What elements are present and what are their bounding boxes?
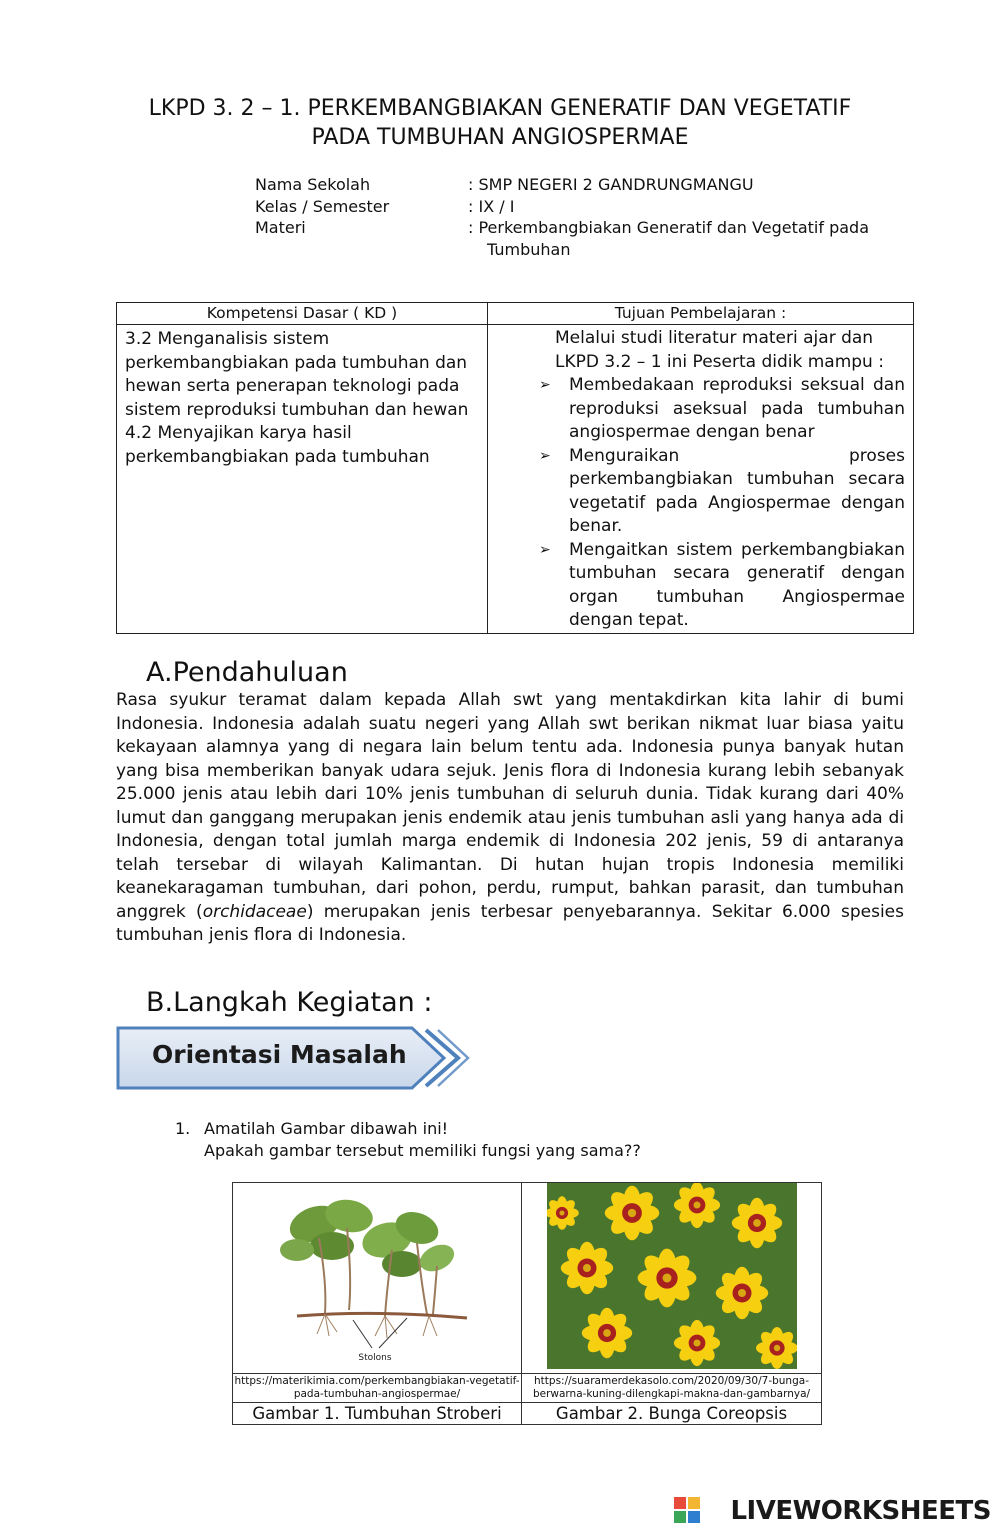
info-value-school: : SMP NEGERI 2 GANDRUNGMANGU [468,175,754,194]
title-line-1: LKPD 3. 2 – 1. PERKEMBANGBIAKAN GENERATIF DAN VEGETATIF [148,96,852,121]
arrow-bullet-icon: ➢ [539,541,551,558]
paragraph-line: lumut dan ganggang merupakan jenis endemik atau jenis tumbuhan asli yang hanya ada di [116,807,904,828]
title-line-2: PADA TUMBUHAN ANGIOSPERMAE [311,125,689,150]
tp-cell [488,325,914,634]
tp-intro-line: Melalui studi literatur materi ajar dan [555,328,874,348]
info-value-material: : Perkembangbiakan Generatif dan Vegetatif pada [468,218,869,237]
question-line-1: Amatilah Gambar dibawah ini! [204,1119,449,1138]
kd-line: perkembangbiakan pada tumbuhan dan [125,352,468,373]
goal-item [488,374,913,445]
competency-table [116,302,914,634]
info-label-class: Kelas / Semester [255,197,390,216]
paragraph-line: Indonesia, dengan total jumlah marga endemik di Indonesia 202 jenis, 59 di antaranya [116,831,904,851]
header-kd: Kompetensi Dasar ( KD ) [117,303,488,325]
coreopsis-flower [673,1320,719,1366]
goal-text: Membedakaan reproduksi seksual dan reproduksi aseksual pada tumbuhan angiospermae dengan benar [569,375,905,442]
coreopsis-flowers-image [547,1183,797,1369]
paragraph-line: tumbuhan jenis flora di Indonesia. [116,925,407,945]
coreopsis-flower [581,1308,631,1358]
info-value-class: : IX / I [468,197,515,216]
liveworksheets-brand: LIVEWORKSHEETS [730,1496,991,1526]
italic-term: orchidaceae [202,901,307,922]
section-b-heading [146,986,432,1020]
line-text: ) merupakan jenis terbesar penyebarannya. Sekitar 6.000 spesies [306,901,904,922]
coreopsis-flower [604,1186,659,1241]
arrow-bullet-icon: ➢ [539,447,551,464]
coreopsis-flower [560,1242,613,1295]
stolon-pointer-line [379,1318,407,1348]
question-line-2: Apakah gambar tersebut memiliki fungsi yang sama?? [204,1141,641,1160]
goal-text: Mengaitkan sistem perkembangbiakan tumbuhan secara generatif dengan organ tumbuhan Angiospermae dengan tepat. [569,539,905,630]
stolons-label: Stolons [358,1353,392,1363]
figure-2-caption: Gambar 2. Bunga Coreopsis [522,1403,822,1425]
figure-cell-coreopsis [522,1183,822,1374]
strawberry-roots [317,1314,437,1338]
liveworksheets-logo-icon [674,1497,700,1527]
paragraph-line: keanekaragaman tumbuhan, dari pohon, perdu, rumput, bahkan parasit, dan tumbuhan [116,878,904,898]
question-number: 1. [175,1119,191,1138]
paragraph-line: 25.000 jenis atau lebih dari 10% jenis tumbuhan di seluruh dunia. Tidak kurang dari 40% [116,784,904,804]
section-b-title: Langkah Kegiatan : [173,987,433,1018]
figure-2-source [522,1374,822,1403]
source-line: pada-tumbuhan-angiospermae/ [293,1388,461,1400]
kd-line: 3.2 Menganalisis sistem [125,329,330,349]
document-title [0,94,1000,152]
strawberry-plant-image [257,1188,497,1364]
goal-item [488,539,913,633]
header-tp: Tujuan Pembelajaran : [488,303,914,325]
figure-1-source [233,1374,522,1403]
orientation-banner-label: Orientasi Masalah [152,1040,407,1069]
figure-table [232,1182,822,1425]
coreopsis-flower [637,1249,696,1308]
figure-cell-strawberry [233,1183,522,1374]
paragraph-line: Indonesia. Indonesia adalah suatu negeri yang Allah swt berikan nikmat luar biasa yaitu [116,713,904,734]
coreopsis-flower [673,1183,719,1228]
paragraph-line: kekayaan alamnya yang di negara lain belum tentu ada. Indonesia punya banyak hutan [116,737,904,757]
tp-intro-line: LKPD 3.2 – 1 ini Peserta didik mampu : [555,351,884,372]
section-a-letter: A. [146,657,173,688]
info-label-school: Nama Sekolah [255,175,371,194]
paragraph-line: telah tersebar di wilayah Kalimantan. Di hutan hujan tropis Indonesia memiliki [116,854,904,875]
kd-line: 4.2 Menyajikan karya hasil [125,423,352,443]
line-text: anggrek ( [116,901,203,922]
intro-paragraph [116,689,904,948]
figure-1-caption: Gambar 1. Tumbuhan Stroberi [233,1403,522,1425]
coreopsis-flower [731,1198,781,1248]
coreopsis-flower [756,1327,797,1369]
kd-line: sistem reproduksi tumbuhan dan hewan [125,399,469,420]
coreopsis-flower [715,1267,768,1320]
kd-line: hewan serta penerapan teknologi pada [125,376,460,396]
paragraph-line: Rasa syukur teramat dalam kepada Allah swt yang mentakdirkan kita lahir di bumi [116,690,904,710]
paragraph-line: yang bisa memberikan banyak udara sejuk. Jenis flora di Indonesia kurang lebih sebanyak [116,760,904,781]
info-label-material: Materi [255,218,306,237]
kd-line: perkembangbiakan pada tumbuhan [125,446,430,467]
source-line: berwarna-kuning-dilengkapi-makna-dan-gambarnya/ [532,1388,811,1400]
goal-text: Menguraikan proses perkembangbiakan tumbuhan secara vegetatif pada Angiospermae dengan benar. [569,445,905,536]
section-b-letter: B. [146,987,174,1018]
strawberry-leaves [280,1196,458,1277]
section-a-title: Pendahuluan [172,657,348,688]
goal-item [488,445,913,539]
paragraph-line [116,901,904,925]
arrow-bullet-icon: ➢ [539,377,551,393]
stolon-pointer-line [353,1320,372,1348]
info-value-material-cont: Tumbuhan [487,240,571,259]
stolon-runner [297,1313,467,1318]
section-a-heading [146,656,348,690]
source-line: https://suaramerdekasolo.com/2020/09/30/7-bunga- [534,1375,809,1387]
kd-cell [117,325,488,634]
source-line: https://materikimia.com/perkembangbiakan-vegetatif- [234,1375,520,1387]
